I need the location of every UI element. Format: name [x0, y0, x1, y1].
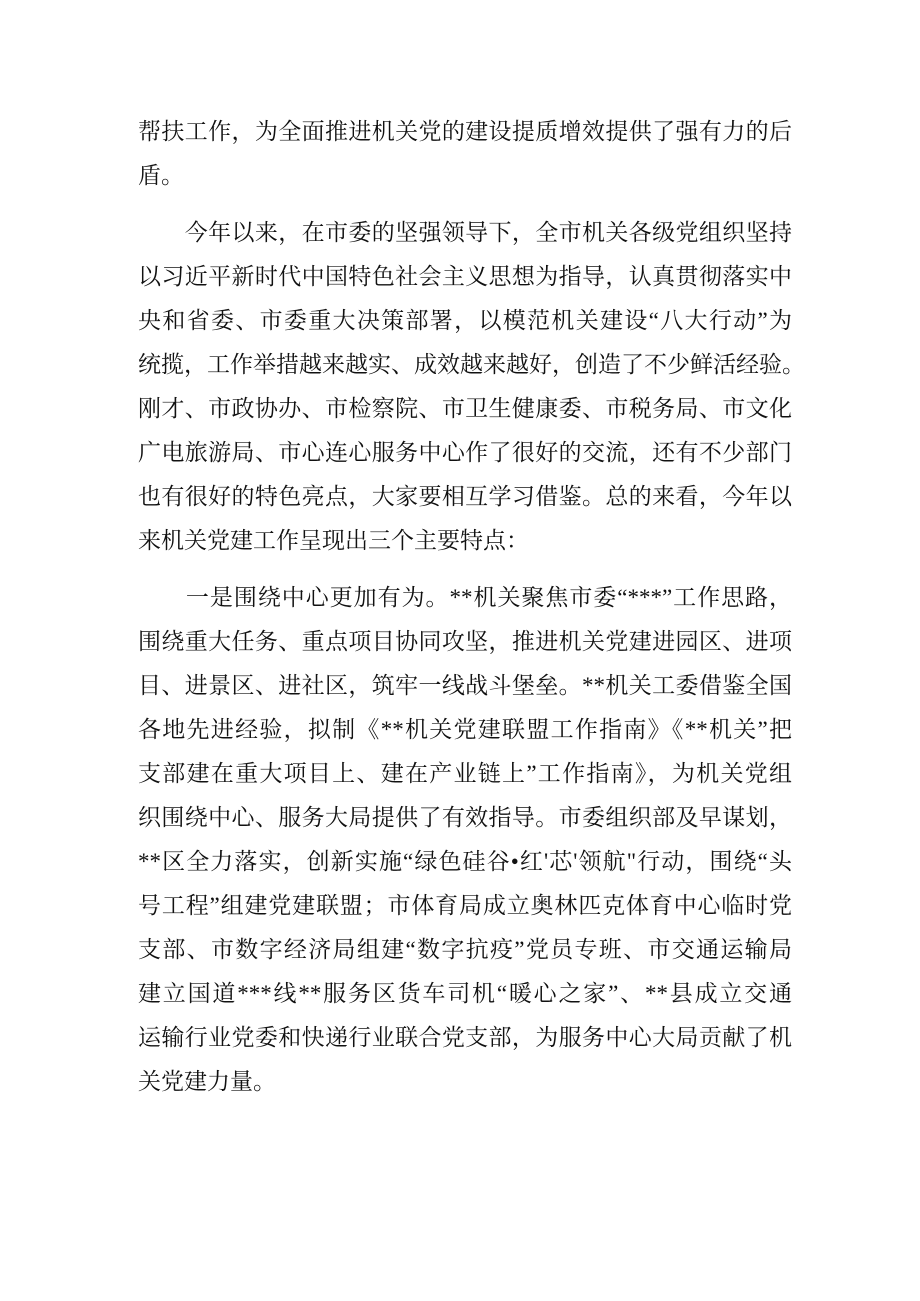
text-line: 各地先进经验，拟制《**机关党建联盟工作指南》《**机关”把: [138, 717, 792, 742]
text-line: 也有很好的特色亮点，大家要相互学习借鉴。总的来看，今年以: [138, 484, 792, 509]
paragraph: [138, 576, 792, 1104]
text-line: 帮扶工作，为全面推进机关党的建设提质增效提供了强有力的后: [138, 119, 792, 144]
text-line: 号工程”组建党建联盟；市体育局成立奥林匹克体育中心临时党: [138, 893, 792, 918]
text-line: **区全力落实，创新实施“绿色硅谷•红'芯'领航"行动，围绕“头: [138, 849, 792, 874]
text-line: 关党建力量。: [138, 1069, 276, 1094]
text-line: 盾。: [138, 163, 184, 188]
text-line: 围绕重大任务、重点项目协同攻坚，推进机关党建进园区、进项: [138, 629, 792, 654]
text-line: 目、进景区、进社区，筑牢一线战斗堡垒。**机关工委借鉴全国: [138, 673, 792, 698]
paragraph: [138, 211, 805, 563]
text-line: 统揽，工作举措越来越实、成效越来越好，创造了不少鲜活经验。: [138, 352, 805, 377]
text-line: 运输行业党委和快递行业联合党支部，为服务中心大局贡献了机: [138, 1025, 792, 1050]
text-line: 支部建在重大项目上、建在产业链上”工作指南》，为机关党组: [138, 761, 792, 786]
text-line: 今年以来，在市委的坚强领导下，全市机关各级党组织坚持: [138, 220, 792, 245]
document-page: [138, 110, 805, 1117]
text-line: 一是围绕中心更加有为。**机关聚焦市委“***”工作思路，: [138, 585, 792, 610]
paragraph: [138, 110, 792, 198]
text-line: 建立国道***线**服务区货车司机“暖心之家”、**县成立交通: [138, 981, 792, 1006]
text-line: 支部、市数字经济局组建“数字抗疫”党员专班、市交通运输局: [138, 937, 792, 962]
text-line: 广电旅游局、市心连心服务中心作了很好的交流，还有不少部门: [138, 440, 792, 465]
text-line: 来机关党建工作呈现出三个主要特点：: [138, 528, 529, 553]
text-line: 织围绕中心、服务大局提供了有效指导。市委组织部及早谋划，: [138, 805, 792, 830]
text-line: 刚才、市政协办、市检察院、市卫生健康委、市税务局、市文化: [138, 396, 792, 421]
text-line: 以习近平新时代中国特色社会主义思想为指导，认真贯彻落实中: [138, 264, 792, 289]
text-line: 央和省委、市委重大决策部署，以模范机关建设“八大行动”为: [138, 308, 792, 333]
